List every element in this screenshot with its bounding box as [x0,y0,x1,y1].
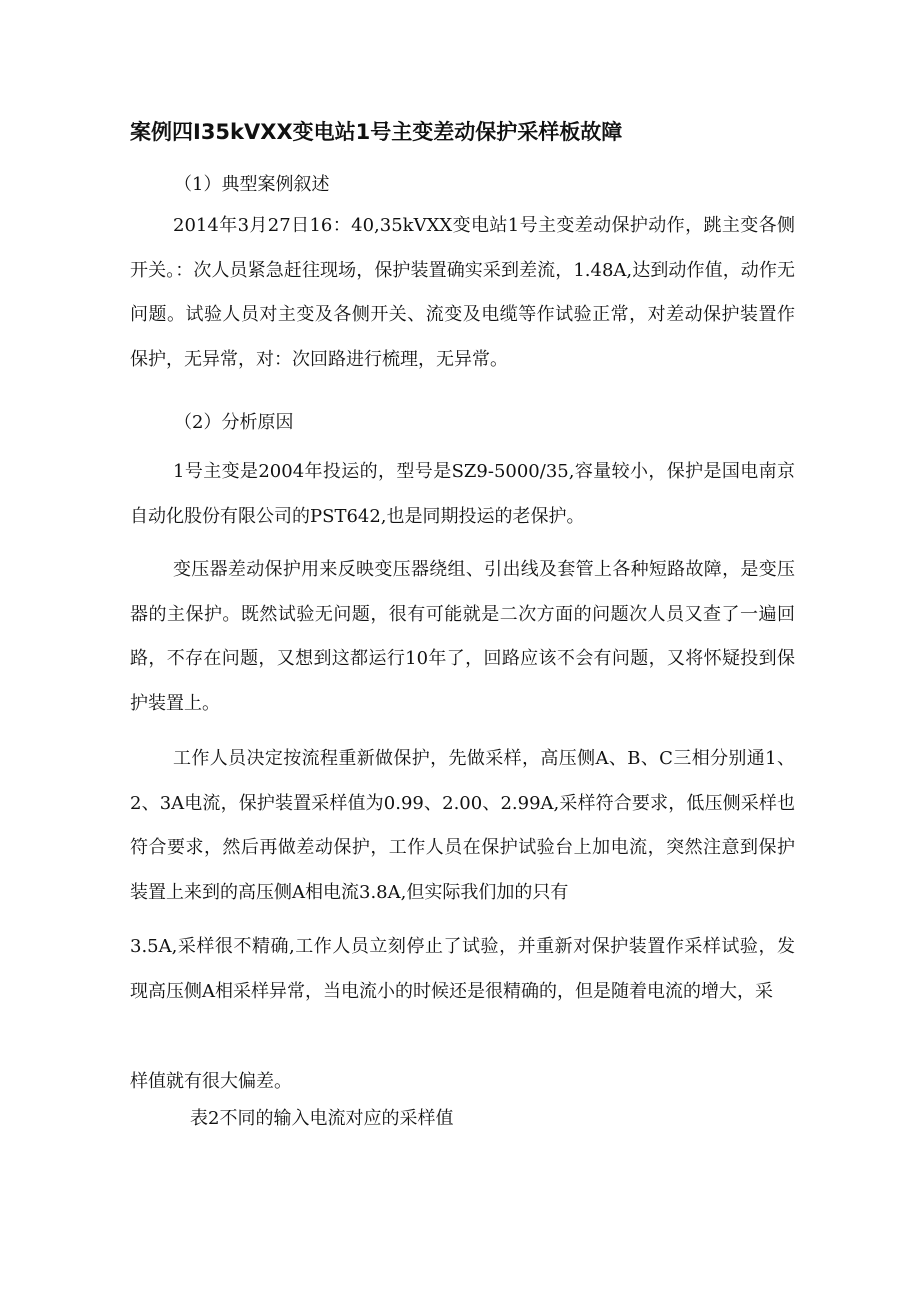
section-heading-case-description: （1）典型案例叙述 [174,174,330,195]
sampling-test-paragraph: 工作人员决定按流程重新做保护，先做采样，高压侧A、B、C三相分别通1、2、3A电流，保护装置采样值为0.99、2.00、2.99A,采样符合要求，低压侧采样也符合要求，然后再做差动保护，工作人员在保护试验台上加电流，突然注意到保护装置上来到的高压侧A相电流3.8A,但实际我们加的只有 [130,748,795,903]
table-caption: 表2不同的输入电流对应的采样值 [190,1108,454,1129]
section-heading-cause-analysis: （2）分析原因 [174,412,294,433]
transformer-info-paragraph: 1号主变是2004年投运的，型号是SZ9-5000/35,容量较小，保护是国电南京自动化股份有限公司的PST642,也是同期投运的老保护。 [130,461,795,527]
differential-protection-paragraph: 变压器差动保护用来反映变压器绕组、引出线及套管上各种短路故障，是变压器的主保护。既然试验无问题，很有可能就是二次方面的问题次人员又查了一遍回路，不存在问题，又想到这都运行10年了，回路应该不会有问题，又将怀疑投到保护装置上。 [130,559,795,714]
sampling-error-last-line: 样值就有很大偏差。 [130,1071,292,1092]
sampling-error-paragraph: 3.5A,采样很不精确,工作人员立刻停止了试验，并重新对保护装置作采样试验，发现高压侧A相采样异常，当电流小的时候还是很精确的，但是随着电流的增大，采 [130,936,795,1002]
case-description-paragraph: 2014年3月27日16：40,35kVXX变电站1号主变差动保护动作，跳主变各侧开关。：次人员紧急赶往现场，保护装置确实采到差流，1.48A,达到动作值，动作无问题。试验人员对主变及各侧开关、流变及电缆等作试验正常，对差动保护装置作保护，无异常，对：次回路进行梳理，无异常。 [130,215,795,370]
document-title: 案例四I35kVXX变电站1号主变差动保护采样板故障 [130,120,623,144]
